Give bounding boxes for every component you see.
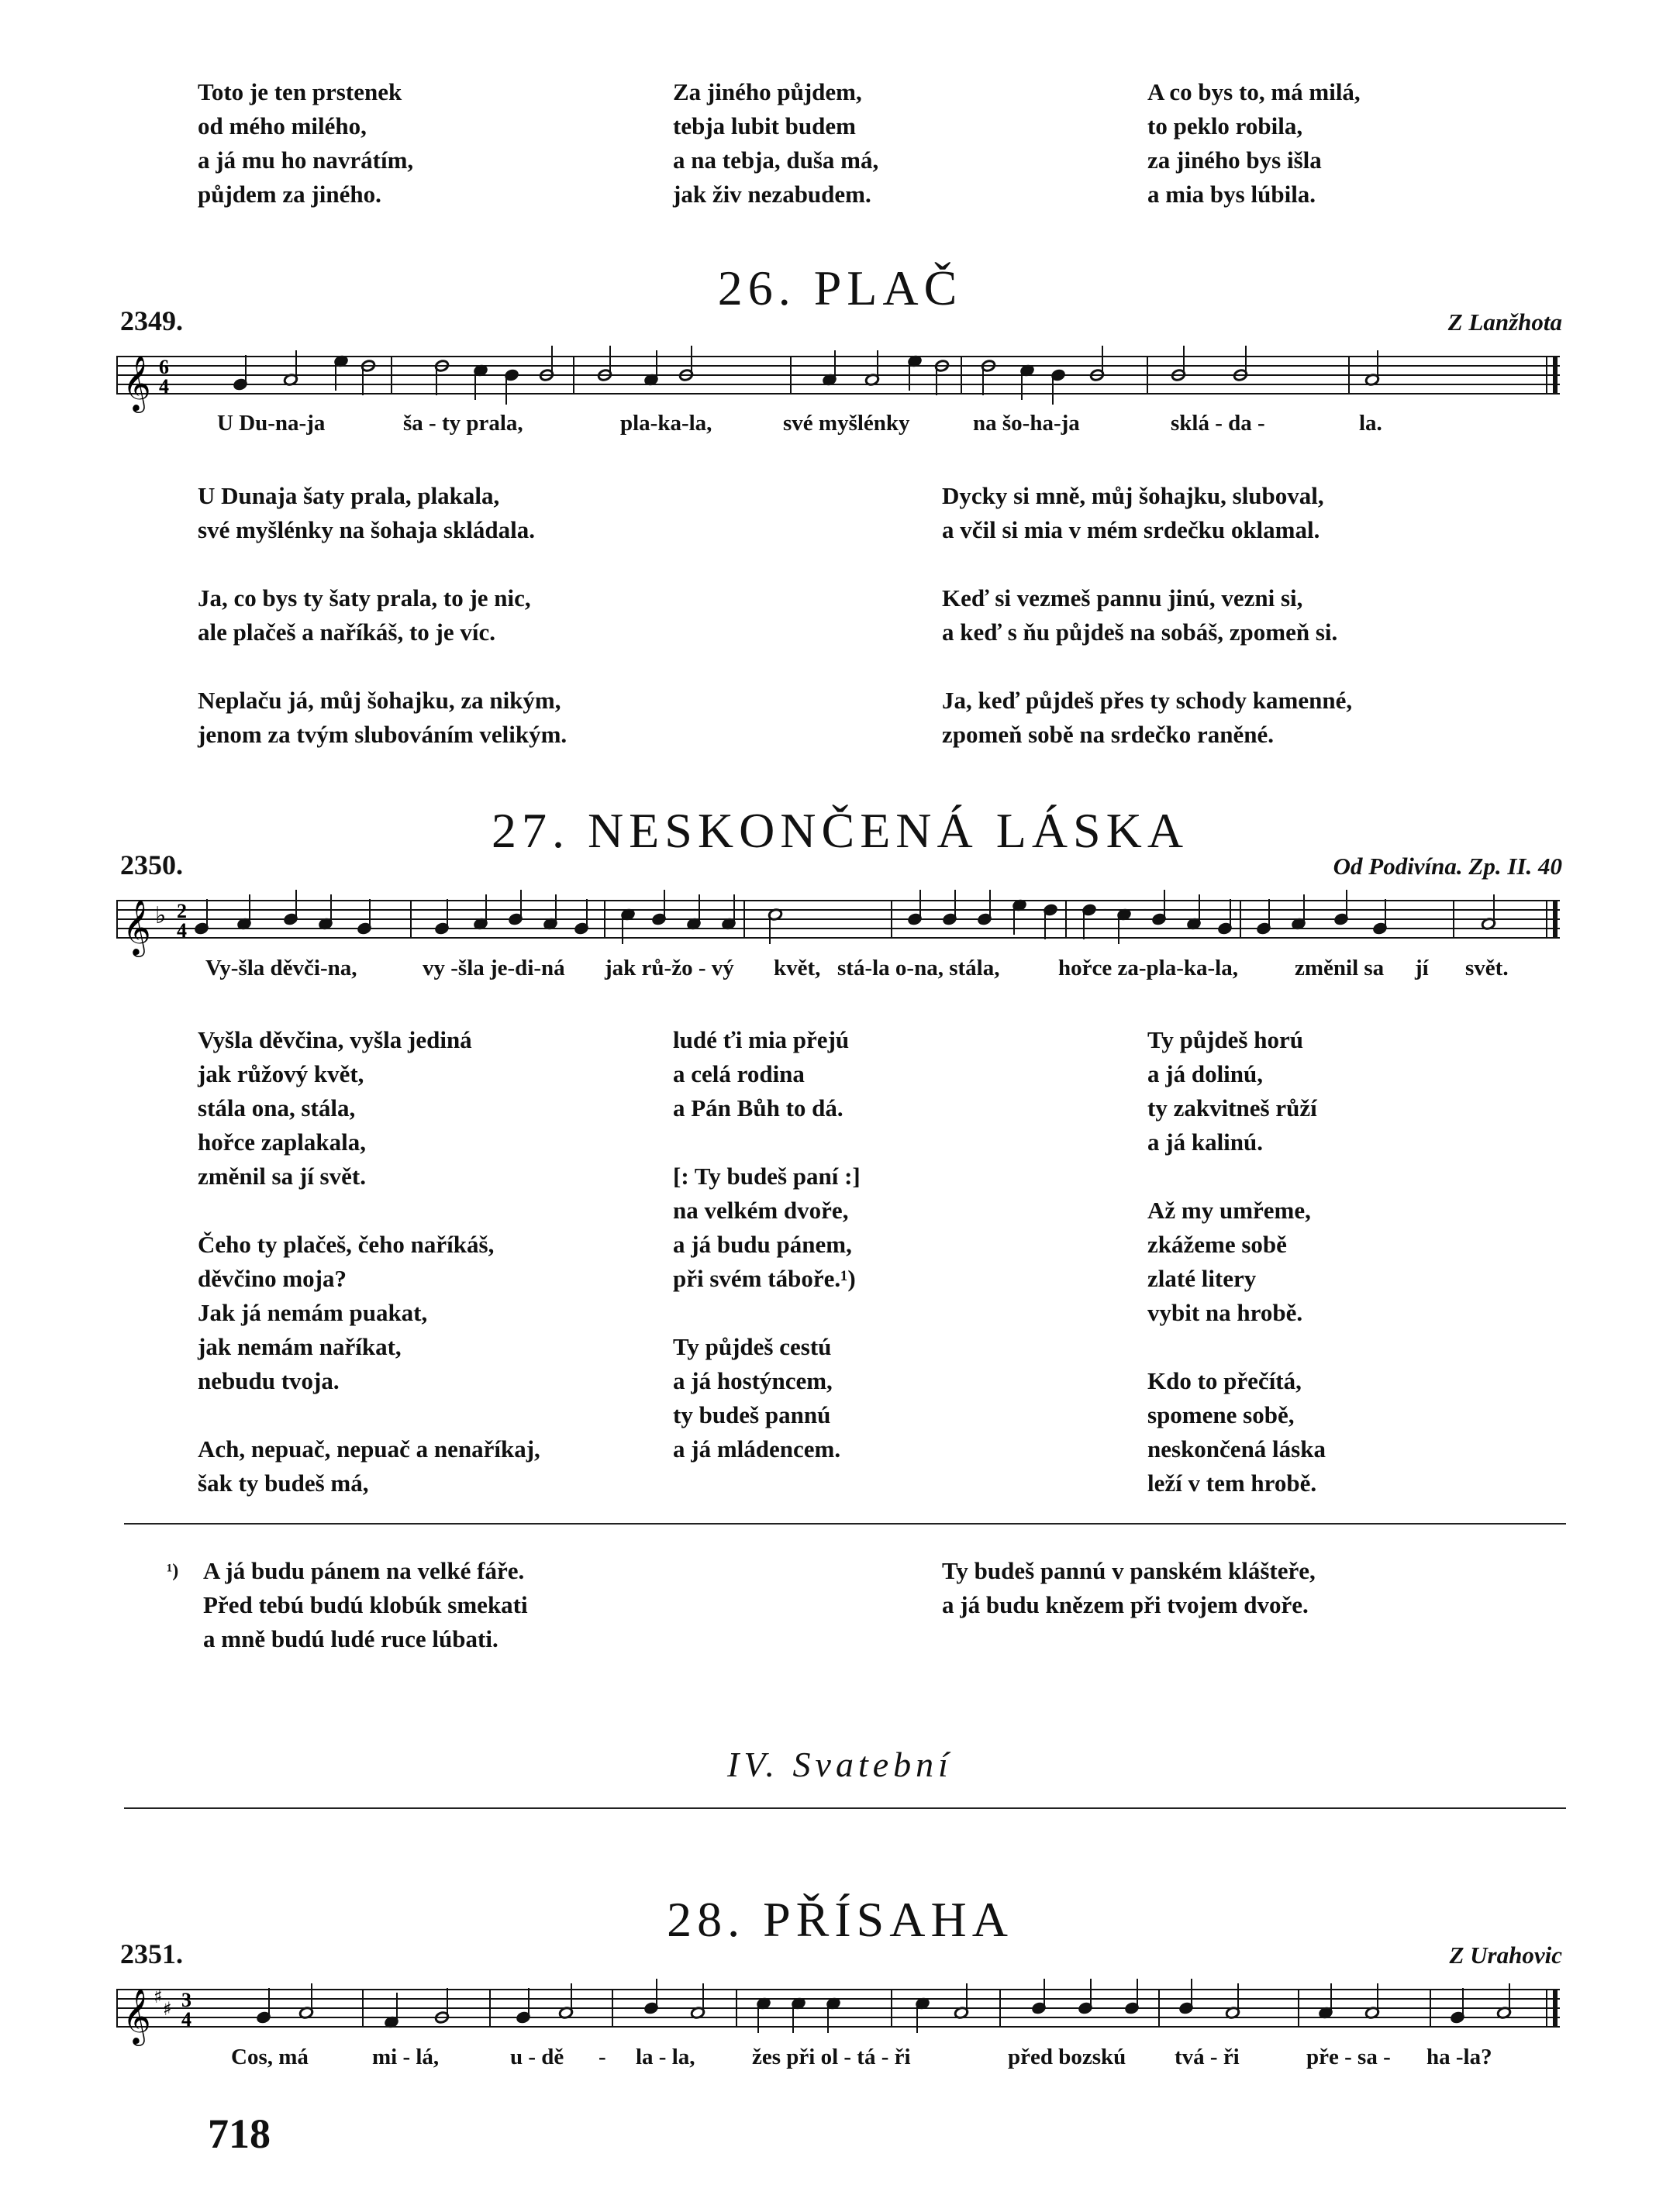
music-staff-2350	[116, 880, 1566, 965]
song-origin-27: Od Podivína. Zp. II. 40	[1333, 853, 1562, 880]
svg-text:2: 2	[177, 900, 187, 922]
music-staff-2351	[116, 1969, 1566, 2054]
notes-2351	[256, 1979, 1511, 2033]
flat-key-signature-icon: ♭	[155, 902, 167, 929]
section-divider	[124, 1807, 1566, 1809]
top-verse-3: A co bys to, má milá, to peklo robila, za jiného bys išla a mia bys lúbila.	[1147, 78, 1361, 208]
svg-text:4: 4	[177, 919, 187, 942]
song-number-2349: 2349.	[120, 305, 183, 336]
treble-clef-icon: 𝄞	[122, 898, 151, 955]
music-staff-2349	[116, 337, 1566, 422]
sharp-key-signature-icon: ♯	[154, 1986, 163, 2007]
song-title-27: 27. NESKONČENÁ LÁSKA	[491, 803, 1189, 858]
treble-clef-icon: 𝄞	[122, 354, 151, 411]
footnote-left: A já budu pánem na velké fáře. Před tebú budú klobúk smekati a mně budú ludé ruce lúbati.	[203, 1557, 528, 1652]
song-title-28: 28. PŘÍSAHA	[667, 1892, 1013, 1947]
svg-text:3: 3	[181, 1989, 191, 2011]
page-number: 718	[208, 2110, 271, 2157]
top-verse-1: Toto je ten prstenek od mého milého, a já mu ho navrátím, půjdem za jiného.	[198, 78, 414, 208]
top-verse-2: Za jiného půjdem, tebja lubit budem a na tebja, duša má, jak živ nezabudem.	[673, 78, 879, 208]
footnote-marker: ¹)	[167, 1561, 179, 1581]
song-origin-28: Z Urahovic	[1449, 1942, 1562, 1969]
section-heading: IV. Svatební	[727, 1745, 953, 1784]
song-title-26: 26. PLAČ	[717, 260, 963, 315]
verses-26-right: Dycky si mně, můj šohajku, sluboval, a včil si mia v mém srdečku oklamal. Keď si vezmeš pannu jinú, vezni si, a keď s ňu půjdeš na sobáš, zpomeň si. Ja, keď půjdeš přes ty schody kamenné, zpomeň sobě na srdečko raněné.	[942, 482, 1353, 748]
time-signature: 6	[159, 356, 169, 378]
verses-26-left: U Dunaja šaty prala, plakala, své myšlénky na šohaja skládala. Ja, co bys ty šaty prala, to je nic, ale plačeš a naříkáš, to je víc. Neplaču já, můj šohajku, za nikým, jenom za tvým slubováním velikým.	[198, 482, 567, 748]
verses-27-col3: Ty půjdeš horú a já dolinú, ty zakvitneš růží a já kalinú. Až my umřeme, zkážeme sobě zlaté litery vybit na hrobě. Kdo to přečítá, spomene sobě, neskončená láska leží v tem hrobě.	[1147, 1026, 1326, 1497]
song-number-2350: 2350.	[120, 849, 183, 880]
svg-text:4: 4	[181, 2008, 191, 2031]
svg-text:4: 4	[159, 375, 169, 398]
verses-27-col2: ludé ťi mia přejú a celá rodina a Pán Bůh to dá. [: Ty budeš paní :] na velkém dvoře, a já budu pánem, při svém tábořе.¹) Ty půjdeš cestú a já hostýncem, ty budeš pannú a já mládencem.	[673, 1026, 861, 1463]
footnote-right: Ty budeš pannú v panském klášteře, a já budu knězem při tvojem dvoře.	[942, 1557, 1316, 1618]
footnote-divider	[124, 1523, 1566, 1525]
sharp-key-signature-icon: ♯	[163, 1998, 172, 2020]
verses-27-col1: Vyšla děvčina, vyšla jediná jak růžový květ, stála ona, stála, hořce zaplakala, změnil sa jí svět. Čeho ty plačeš, čeho naříkáš, děvčino moja? Jak já nemám puakat, jak nemám naříkat, nebudu tvoja. Ach, nepuač, nepuač a nenaříkaj, šak ty budeš má,	[198, 1026, 540, 1497]
treble-clef-icon: 𝄞	[122, 1987, 151, 2044]
song-number-2351: 2351.	[120, 1938, 183, 1969]
notes-2350	[194, 890, 1495, 944]
song-origin-26: Z Lanžhota	[1447, 308, 1562, 336]
